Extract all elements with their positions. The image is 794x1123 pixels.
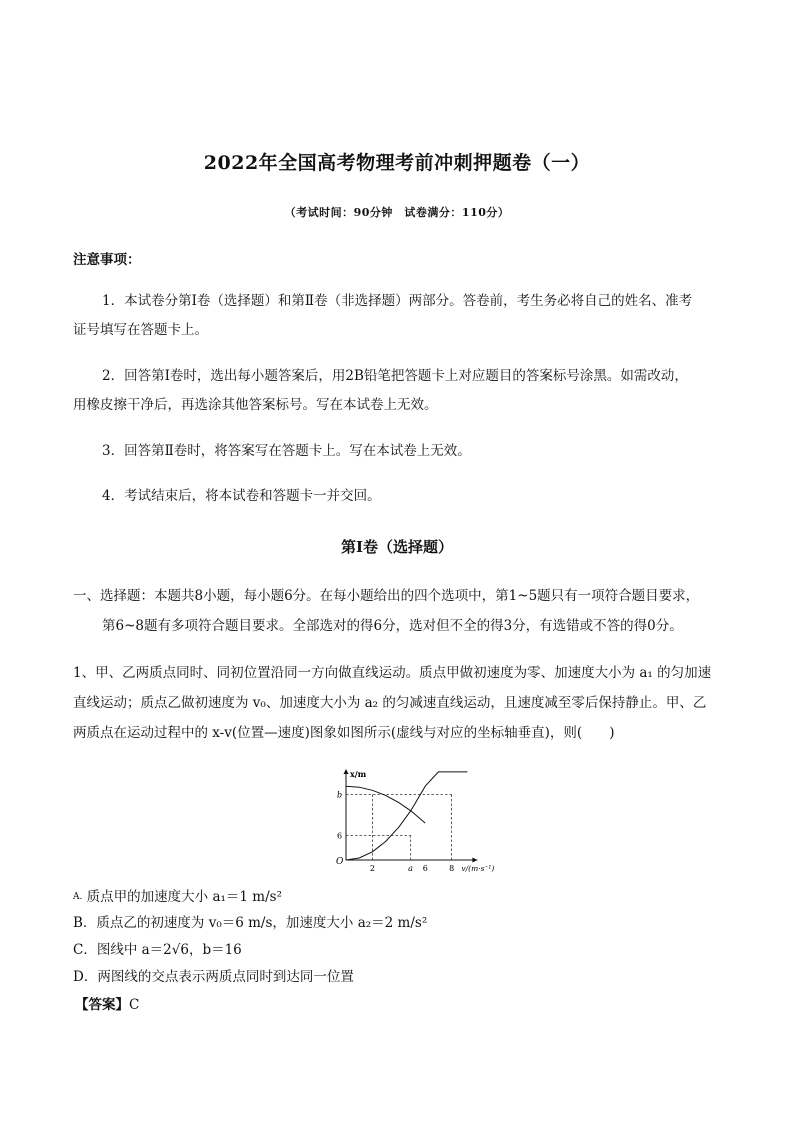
question-1-line-2: 直线运动；质点乙做初速度为 v₀、加速度大小为 a₂ 的匀减速直线运动，且速度减至零后保持静止。甲、乙 [73,695,707,711]
x-tick-label-0: 2 [369,864,375,873]
answer-value: C [129,997,140,1013]
y-axis-label: x/m [350,769,367,779]
series-curve-1 [346,786,425,823]
section-intro-line-1: 一、选择题：本题共8小题，每小题6分。在每小题给出的四个选项中，第1~5题只有一项符合题目要求， [73,588,700,604]
series-curve-0 [346,772,467,860]
x-axis-label: v/(m·s⁻¹) [461,864,495,873]
section-title: 第Ⅰ卷（选择题） [340,538,454,556]
x-axis-arrow [472,858,477,863]
question-1-line-1: 1、甲、乙两质点同时、同初位置沿同一方向做直线运动。质点甲做初速度为零、加速度大小为 a₁ 的匀加速 [73,665,712,681]
option-d: D．两图线的交点表示两质点同时到达同一位置 [73,969,354,985]
notice-heading: 注意事项： [73,252,141,268]
option-a [73,887,282,907]
notice-item-3: 3．回答第Ⅱ卷时，将答案写在答题卡上。写在本试卷上无效。 [102,443,471,459]
x-tick-label-2: 6 [422,864,428,873]
x-tick-label-1: a [408,864,413,873]
section-intro-line-2: 第6~8题有多项符合题目要求。全部选对的得6分，选对但不全的得3分，有选错或不答的得0分。 [102,618,683,634]
question-1-line-3: 两质点在运动过程中的 x-v(位置—速度)图象如图所示(虚线与对应的坐标轴垂直)，则( ) [73,725,615,741]
x-tick-label-3: 8 [449,864,455,873]
answer-line [75,995,139,1015]
answer-label: 【答案】 [75,997,129,1013]
notice-item-2-line-1: 2．回答第Ⅰ卷时，选出每小题答案后，用2B铅笔把答题卡上对应题目的答案标号涂黑。如需改动， [102,368,688,384]
y-tick-label-1: b [337,790,343,800]
y-axis-arrow [344,769,349,774]
option-a-label: A. [73,892,83,902]
origin-label: O [336,857,344,867]
option-c: C．图线中 a＝2√6，b＝16 [73,942,242,958]
notice-item-1-line-2: 证号填写在答题卡上。 [73,322,208,338]
notice-item-2-line-2: 用橡皮擦干净后，再选涂其他答案标号。写在本试卷上无效。 [73,397,438,413]
exam-title: 2022年全国高考物理考前冲刺押题卷（一） [203,152,591,174]
notice-item-1-line-1: 1．本试卷分第Ⅰ卷（选择题）和第Ⅱ卷（非选择题）两部分。答卷前，考生务必将自己的姓名、准考 [102,293,693,309]
exam-subtitle: （考试时间：90分钟 试卷满分：110分） [284,206,510,219]
xv-graph [300,765,495,880]
y-tick-label-0: 6 [337,831,343,841]
notice-item-4: 4．考试结束后，将本试卷和答题卡一并交回。 [102,488,381,504]
option-b: B．质点乙的初速度为 v₀＝6 m/s，加速度大小 a₂＝2 m/s² [73,915,428,931]
option-a-text: 质点甲的加速度大小 a₁＝1 m/s² [86,889,282,905]
